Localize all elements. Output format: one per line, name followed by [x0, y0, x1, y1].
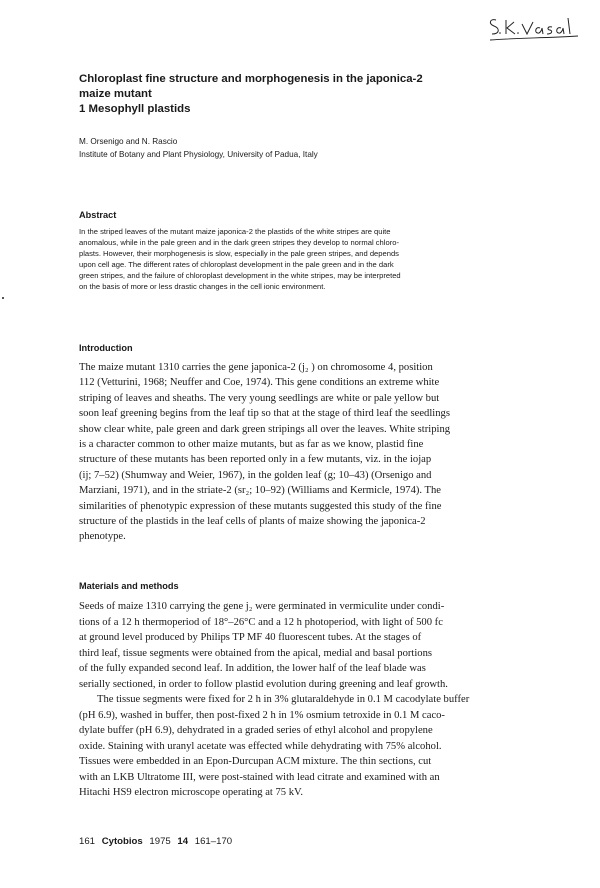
handwritten-signature: [486, 14, 582, 44]
introduction-body: [79, 360, 549, 545]
body-line: structure of these mutants has been reported only in a few mutants, viz. in the iojap: [79, 454, 432, 466]
body-line: phenotype.: [79, 531, 126, 543]
abstract-line: green stripes, and the failure of chloroplast development in the white stripes, may be interpreted: [79, 271, 401, 281]
body-line: of the fully expanded second leaf. In addition, the lower half of the leaf blade was: [79, 663, 426, 674]
abstract-line: anomalous, while in the pale green and in the dark green stripes they develop to normal chloro-: [79, 238, 399, 248]
journal-name: Cytobios: [101, 836, 143, 847]
body-line: Marziani, 1971), and in the striate-2 (sr₂; 10–92) (Williams and Kermicle, 1974). The: [79, 485, 441, 497]
subtitle: 1 Mesophyll plastids: [79, 103, 191, 115]
body-line: tions of a 12 h thermoperiod of 18°–26°C and a 12 h photoperiod, with light of 500 fc: [79, 616, 443, 628]
body-line: (ij; 7–52) (Shumway and Weier, 1967), in the golden leaf (g; 10–43) (Orsenigo and: [79, 469, 432, 481]
body-line: Hitachi HS9 electron microscope operating at 75 kV.: [79, 787, 303, 798]
body-line: similarities of phenotypic expression of these mutants suggested this study of the fine: [79, 500, 442, 512]
body-line: 112 (Vetturini, 1968; Neuffer and Coe, 1974). This gene conditions an extreme white: [79, 377, 440, 389]
methods-heading: Materials and methods: [79, 581, 179, 591]
body-line: serially sectioned, in order to follow plastid evolution during greening and leaf growth.: [79, 678, 448, 690]
body-line: The maize mutant 1310 carries the gene japonica-2 (j₂ ) on chromosome 4, position: [79, 362, 433, 373]
body-line: Tissues were embedded in an Epon-Durcupan ACM mixture. The thin sections, cut: [79, 756, 432, 767]
body-line: show clear white, pale green and dark green stripings all over the leaves. White striping: [79, 423, 451, 435]
signature-image: [486, 14, 582, 44]
journal-pages: 161–170: [194, 836, 233, 847]
margin-mark: [2, 297, 4, 299]
abstract-heading: Abstract: [79, 210, 117, 220]
paper-title: [79, 72, 539, 117]
body-line: soon leaf greening begins from the leaf tip so that at the stage of third leaf the seedlings: [79, 408, 450, 420]
authors: M. Orsenigo and N. Rascio: [79, 137, 178, 146]
body-line: oxide. Staining with uranyl acetate was effected while dehydrating with 75% alcohol.: [79, 740, 442, 752]
body-line: third leaf, tissue segments were obtained from the apical, medial and basal portions: [79, 647, 433, 659]
journal-year: 1975: [149, 836, 171, 847]
body-line: striping of leaves and sheaths. The very young seedlings are white or pale yellow but: [79, 392, 440, 404]
title-line: maize mutant: [79, 88, 152, 100]
body-line: with an LKB Ultratome III, were post-stained with lead citrate and examined with an: [79, 771, 440, 783]
body-line: is a character common to other maize mutants, but as far as we know, plastid fine: [79, 439, 424, 451]
methods-body: [79, 599, 549, 801]
body-line: The tissue segments were fixed for 2 h in 3% glutaraldehyde in 0.1 M cacodylate buffer: [97, 694, 470, 705]
abstract-line: plasts. However, their morphogenesis is slow, especially in the pale green stripes, and depends: [79, 249, 399, 259]
page-number: 161: [79, 836, 96, 847]
body-line: dylate buffer (pH 6.9), dehydrated in a graded series of ethyl alcohol and propylene: [79, 725, 433, 736]
body-line: (pH 6.9), washed in buffer, then post-fixed 2 h in 1% osmium tetroxide in 0.1 M caco-: [79, 709, 445, 721]
abstract-line: upon cell age. The different rates of chloroplast development in the pale green and in the dark: [79, 260, 394, 270]
body-line: at ground level produced by Philips TP MF 40 fluorescent tubes. At the stages of: [79, 632, 422, 643]
body-line: structure of the plastids in the leaf cells of plants of maize showing the japonica-2: [79, 516, 426, 528]
introduction-heading: Introduction: [79, 343, 133, 353]
affiliation: Institute of Botany and Plant Physiology, University of Padua, Italy: [79, 150, 318, 159]
journal-volume: 14: [177, 836, 189, 847]
abstract-line: In the striped leaves of the mutant maize japonica-2 the plastids of the white stripes are quite: [79, 227, 391, 236]
abstract-line: on the basis of more or less drastic changes in the cell ionic environment.: [79, 282, 326, 292]
page-footer: [79, 836, 236, 847]
body-line: Seeds of maize 1310 carrying the gene j₂ were germinated in vermiculite under condi-: [79, 601, 445, 612]
title-line: Chloroplast fine structure and morphogenesis in the japonica-2: [79, 73, 423, 85]
author-block: [79, 135, 539, 161]
abstract-body: [79, 226, 539, 293]
